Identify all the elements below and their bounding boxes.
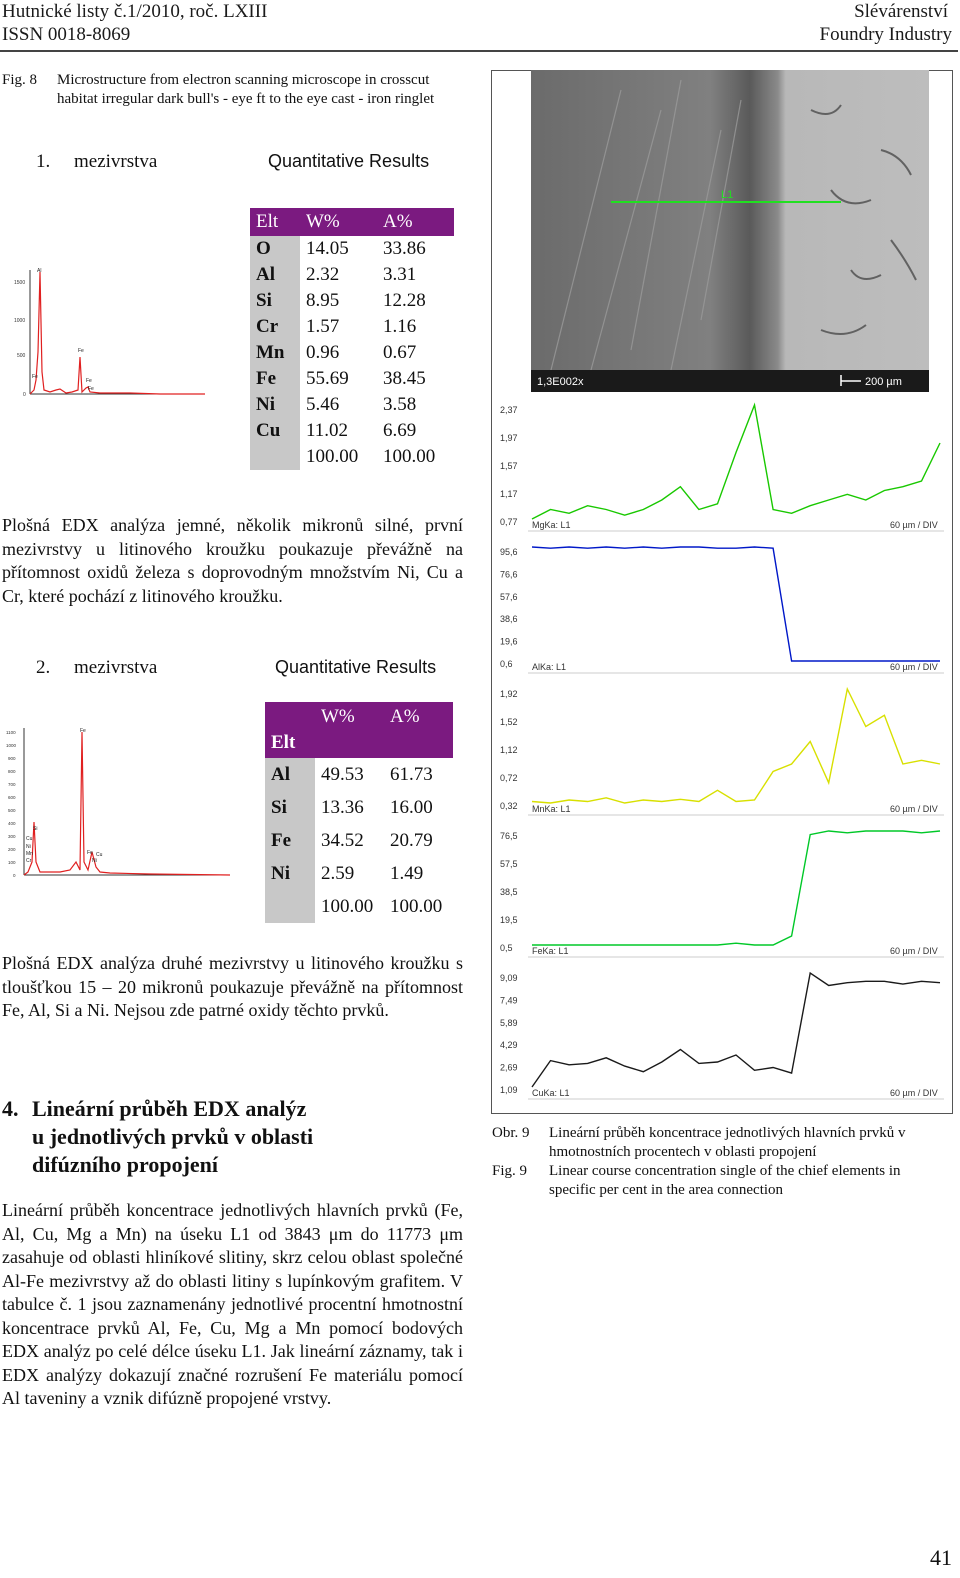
at-cell: 3.31: [383, 264, 417, 285]
table-row: [250, 392, 454, 418]
table-row: [265, 791, 453, 824]
line-scan-label: L1: [721, 189, 734, 201]
fig8-caption: Microstructure from electron scanning microscope in crosscut habitat irregular dark bull's - eye ft to the eye cast - iron ringlet: [57, 72, 435, 107]
at-cell: 3.58: [383, 394, 417, 415]
fig8-label: Fig. 8: [2, 72, 38, 88]
profile-tick-label: 9,09: [500, 973, 518, 983]
table-row: [265, 758, 453, 791]
wt-cell: 55.69: [306, 368, 349, 389]
wt-cell: 0.96: [306, 342, 340, 363]
profile-series-line: [532, 547, 940, 661]
spectrum2-ytick: 200: [8, 847, 16, 852]
wt-cell: 34.52: [321, 829, 364, 851]
profile-tick-label: 19,6: [500, 636, 518, 647]
section4-number: 4.: [2, 1096, 19, 1121]
spectrum1-ytick: 1000: [14, 318, 26, 324]
spectrum2-ytick: 600: [8, 795, 16, 800]
spectrum2-peak-label: Ni: [92, 858, 97, 864]
profile-panel: [500, 973, 944, 1099]
profile-tick-label: 2,69: [500, 1062, 518, 1073]
wt-cell: 100.00: [306, 446, 359, 467]
col-header: W%: [315, 702, 384, 758]
at-cell: 100.00: [383, 446, 436, 467]
profile-tick-label: 1,92: [500, 689, 518, 699]
profile-tick-label: 1,17: [500, 489, 518, 499]
profile-tick-label: 1,09: [500, 1085, 518, 1095]
profile-tick-label: 0,72: [500, 773, 518, 783]
scale-bar-label: 200 µm: [865, 376, 902, 388]
spectrum2-ytick: 300: [8, 834, 16, 839]
profile-tick-label: 1,57: [500, 461, 518, 471]
wt-cell: 2.59: [321, 862, 355, 884]
table-row: [250, 366, 454, 392]
profile-tick-label: 0,6: [500, 659, 513, 669]
profile-tick-label: 1,97: [500, 433, 518, 443]
wt-cell: 49.53: [321, 763, 364, 785]
section-title-en: Foundry Industry: [819, 24, 952, 45]
profile-series-line: [532, 689, 940, 803]
table-row: [250, 314, 454, 340]
layer2-name: mezivrstva: [74, 657, 158, 678]
page-number: 41: [930, 1545, 952, 1570]
section4-paragraph: Lineární průběh koncentrace jednotlivých hlavních prvků (Fe, Al, Cu, Mg a Mn) na úseku L1 od 3843 μm do 11773 μm zasahuje od oblasti hliníkové slitiny, skrz celou oblast společné Al-Fe mezivrstvy až do oblasti litiny s lupínkovým grafitem. V tabulce č. 1 jsou zaznamenány jednotlivé procentní hmotnostní koncentrace prvků Al, Fe, Cu, Mg a Mn pomocí bodových EDX analýz po celé délce úseku L1. Jak lineární záznamy, tak i EDX analýzy dokazují značné rozrušení Fe materiálu pomocí Al taveniny a vznik difúzně propojené vrstvy.: [2, 1200, 463, 1408]
profile-tick-label: 57,5: [500, 859, 518, 869]
table-row: [250, 340, 454, 366]
spectrum2-ytick: 0: [13, 873, 16, 878]
profile-tick-label: 76,5: [500, 831, 518, 841]
element-cell: Ni: [250, 392, 300, 418]
at-cell: 16.00: [390, 796, 433, 818]
spectrum2-ytick: 1100: [6, 730, 16, 735]
spectrum2-peak-label: Fe: [80, 728, 86, 734]
fig9-label-en: Fig. 9: [492, 1163, 528, 1179]
spectrum2-peak-label: Mn: [26, 851, 33, 857]
element-cell: Fe: [250, 366, 300, 392]
col-header: Elt: [265, 702, 315, 758]
table-row: [250, 288, 454, 314]
at-cell: 61.73: [390, 763, 433, 785]
element-cell: Cr: [250, 314, 300, 340]
total-row: [265, 890, 453, 923]
spectrum2-peak-label: Ni: [26, 844, 31, 850]
table-row: [250, 262, 454, 288]
total-row: [250, 444, 454, 470]
col-header: W%: [300, 208, 377, 236]
element-cell: [265, 890, 315, 923]
table-row: [250, 418, 454, 444]
table-row: [265, 824, 453, 857]
profile-div-label: 60 µm / DIV: [890, 520, 938, 530]
wt-cell: 5.46: [306, 394, 340, 415]
at-cell: 12.28: [383, 290, 426, 311]
col-header: A%: [384, 702, 453, 758]
layer1-results-title: Quantitative Results: [268, 151, 430, 171]
element-cell: [250, 444, 300, 470]
element-cell: Fe: [265, 824, 315, 857]
spectrum1-ytick: 500: [17, 353, 26, 359]
section4-title-line2: u jednotlivých prvků v oblasti: [32, 1124, 314, 1149]
profile-series-line: [532, 973, 940, 1087]
profile-series-line: [532, 831, 940, 945]
profile-tick-label: 38,6: [500, 614, 518, 625]
profile-tick-label: 19,5: [500, 915, 518, 925]
journal-title: Hutnické listy č.1/2010, roč. LXIII: [2, 1, 268, 22]
profile-series-line: [532, 405, 940, 519]
fig9-caption-cz: Lineární průběh koncentrace jednotlivých hlavních prvků v hmotnostních procentech v oblasti propojení: [549, 1125, 906, 1160]
profile-tick-label: 76,6: [500, 569, 518, 580]
profile-series-label: MnKa: L1: [532, 804, 571, 814]
quant-table-2: [265, 702, 453, 923]
spectrum1-ytick: 0: [23, 392, 26, 398]
wt-cell: 14.05: [306, 238, 349, 259]
edx-spectrum-1: [0, 262, 215, 402]
at-cell: 33.86: [383, 238, 426, 259]
spectrum2-peak-label: Cu: [26, 836, 33, 842]
layer1-paragraph: Plošná EDX analýza jemné, několik mikronů silné, první mezivrstvy u litinového kroužku poukazuje převážně na přítomnost oxidů železa s doprovodným množstvím Ni, Cu a Cr, které pochází z litinového kroužku.: [2, 515, 463, 606]
layer2-results-title: Quantitative Results: [275, 657, 437, 677]
wt-cell: 1.57: [306, 316, 340, 337]
profile-tick-label: 38,5: [500, 887, 518, 897]
profile-div-label: 60 µm / DIV: [890, 1088, 938, 1098]
profile-panel: [500, 689, 944, 815]
element-cell: Al: [265, 758, 315, 791]
element-cell: Mn: [250, 340, 300, 366]
profile-tick-label: 2,37: [500, 405, 518, 415]
profile-series-label: MgKa: L1: [532, 520, 571, 530]
wt-cell: 8.95: [306, 290, 340, 311]
element-cell: Cu: [250, 418, 300, 444]
profile-tick-label: 7,49: [500, 995, 518, 1006]
at-cell: 1.49: [390, 862, 424, 884]
layer1-name: mezivrstva: [74, 151, 158, 172]
element-cell: O: [250, 236, 300, 262]
spectrum2-ytick: 800: [8, 769, 16, 774]
wt-cell: 100.00: [321, 895, 374, 917]
header-rule: [0, 50, 958, 52]
profile-tick-label: 0,5: [500, 943, 513, 953]
profile-tick-label: 1,12: [500, 745, 518, 755]
at-cell: 1.16: [383, 316, 417, 337]
spectrum2-ytick: 100: [8, 860, 16, 865]
quant-table-1: [250, 208, 454, 470]
spectrum2-ytick: 1000: [6, 743, 17, 748]
profile-panel: [500, 547, 944, 673]
at-cell: 20.79: [390, 829, 433, 851]
layer2-number: 2.: [36, 657, 51, 678]
table-row: [265, 857, 453, 890]
at-cell: 38.45: [383, 368, 426, 389]
at-cell: 6.69: [383, 420, 417, 441]
fig9-label-cz: Obr. 9: [492, 1125, 530, 1141]
element-cell: Ni: [265, 857, 315, 890]
profile-div-label: 60 µm / DIV: [890, 804, 938, 814]
profile-series-label: AlKa: L1: [532, 662, 567, 672]
profile-tick-label: 95,6: [500, 547, 518, 557]
col-header: Elt: [250, 208, 300, 236]
section4-title-line3: difúzního propojení: [32, 1152, 219, 1177]
at-cell: 100.00: [390, 895, 443, 917]
profile-div-label: 60 µm / DIV: [890, 946, 938, 956]
wt-cell: 13.36: [321, 796, 364, 818]
element-cell: Si: [250, 288, 300, 314]
spectrum2-peak-label: Cu: [96, 852, 103, 858]
edx-spectrum-2: [0, 722, 240, 887]
spectrum1-peak-label: Al: [37, 268, 42, 274]
spectrum2-ytick: 700: [8, 782, 16, 787]
table-row: [250, 236, 454, 262]
sem-micrograph: [531, 70, 929, 392]
spectrum2-peak-label: Si: [33, 826, 38, 832]
spectrum2-ytick: 400: [8, 821, 16, 826]
magnification-label: 1,3E002x: [537, 376, 584, 388]
layer2-paragraph: Plošná EDX analýza druhé mezivrstvy u litinového kroužku s tloušťkou 15 – 20 mikronů poukazuje převážně na přítomnost Fe, Al, Si a Ni. Nejsou zde patrné oxidy těchto prvků.: [2, 953, 463, 1020]
spectrum1-peak-label: Fe: [86, 378, 92, 384]
spectrum2-ytick: 900: [8, 756, 16, 761]
spectrum1-peak-label: Fe: [88, 386, 94, 392]
line-profiles: [500, 395, 950, 1110]
fig9-caption-en: Linear course concentration single of the chief elements in specific per cent in the area connection: [549, 1163, 901, 1198]
wt-cell: 2.32: [306, 264, 340, 285]
wt-cell: 11.02: [306, 420, 349, 441]
issn: ISSN 0018-8069: [2, 24, 131, 45]
element-cell: Al: [250, 262, 300, 288]
section4-title-line1: Lineární průběh EDX analýz: [32, 1096, 307, 1121]
spectrum2-ytick: 500: [8, 808, 16, 813]
profile-series-label: CuKa: L1: [532, 1088, 570, 1098]
profile-series-label: FeKa: L1: [532, 946, 569, 956]
profile-tick-label: 4,29: [500, 1040, 518, 1051]
at-cell: 0.67: [383, 342, 417, 363]
layer1-number: 1.: [36, 151, 51, 172]
profile-panel: [500, 405, 944, 531]
section-title-cz: Slévárenství: [854, 1, 948, 22]
profile-div-label: 60 µm / DIV: [890, 662, 938, 672]
col-header: A%: [377, 208, 454, 236]
profile-tick-label: 0,77: [500, 517, 518, 527]
spectrum1-peak-label: Fe: [32, 374, 38, 380]
profile-tick-label: 5,89: [500, 1017, 518, 1028]
spectrum2-peak-label: Cr: [26, 858, 32, 864]
spectrum1-peak-label: Fe: [78, 348, 84, 354]
element-cell: Si: [265, 791, 315, 824]
spectrum2-peak-label: Fe: [87, 850, 93, 856]
profile-tick-label: 1,52: [500, 717, 518, 727]
spectrum1-ytick: 1500: [14, 280, 26, 286]
profile-tick-label: 57,6: [500, 591, 518, 602]
profile-tick-label: 0,32: [500, 801, 518, 811]
profile-panel: [500, 831, 944, 957]
